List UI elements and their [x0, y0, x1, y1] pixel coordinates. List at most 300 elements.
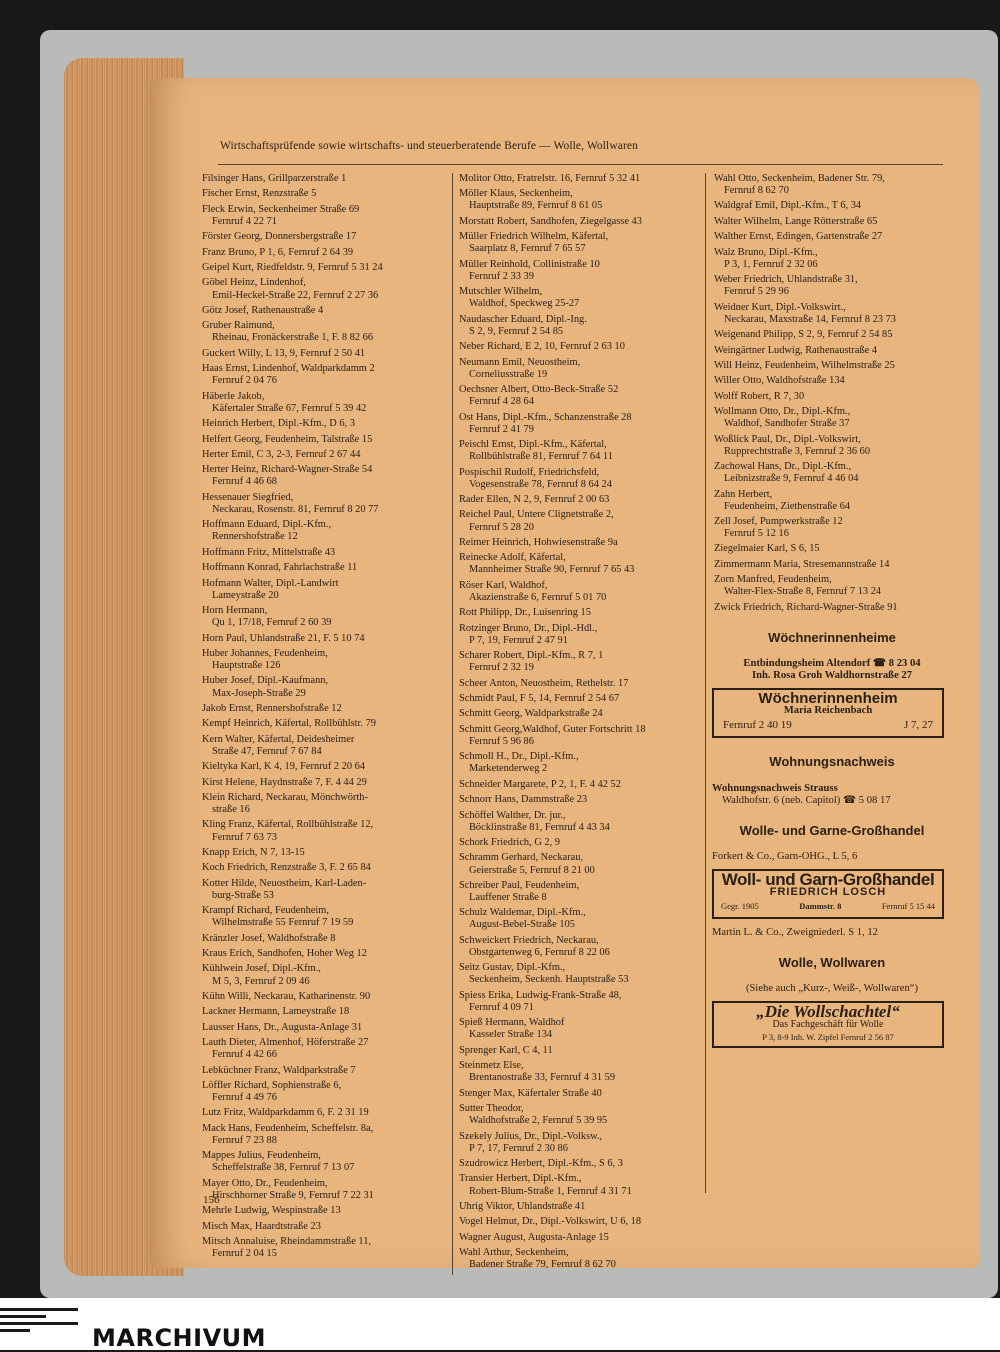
entry-continuation-line: Max-Joseph-Straße 29 [212, 687, 306, 699]
ad-contact-line: P 3, 8-9 Inh. W. Zipfel Fernruf 2 56 87 [762, 1031, 894, 1042]
entry-name-line: Lausser Hans, Dr., Augusta-Anlage 31 [202, 1021, 363, 1033]
entry-name-line: Müller Reinhold, Collinistraße 10 [459, 258, 600, 270]
directory-entry [459, 314, 709, 338]
directory-entry [202, 1205, 454, 1217]
directory-entry [202, 418, 454, 430]
entry-name-line: Will Heinz, Feudenheim, Wilhelmstraße 25 [714, 359, 895, 371]
entry-name-line: Rotzinger Bruno, Dr., Dipl.-Hdl., [459, 622, 598, 634]
directory-entry [459, 357, 709, 381]
entry-name-line: Mack Hans, Feudenheim, Scheffelstr. 8a, [202, 1122, 374, 1134]
directory-entry [202, 847, 454, 859]
directory-entry [459, 1131, 709, 1155]
entry-name-line: Kränzler Josef, Waldhofstraße 8 [202, 932, 336, 944]
entry-continuation-line: Mannheimer Straße 90, Fernruf 7 65 43 [469, 564, 635, 576]
directory-entry [459, 1201, 709, 1213]
entry-name-line: Neumann Emil, Neuostheim, [459, 356, 581, 368]
entry-name-line: Kühlwein Josef, Dipl.-Kfm., [202, 963, 321, 975]
entry-name-line: Kühn Willi, Neckarau, Katharinenstr. 90 [202, 990, 371, 1002]
entry-continuation-line: Wilhelmstraße 55 Fernruf 7 19 59 [212, 917, 354, 929]
entry-name-line: Walz Bruno, Dipl.-Kfm., [714, 246, 818, 258]
directory-entry [202, 348, 454, 360]
directory-entry [202, 648, 454, 672]
entry-name-line: Seitz Gustav, Dipl.-Kfm., [459, 962, 566, 974]
directory-entry [459, 494, 709, 506]
entry-name-line: Schork Friedrich, G 2, 9 [459, 837, 561, 849]
marchivum-logo-text: MARCHIVUM [92, 1324, 267, 1352]
entry-continuation-line: Emil-Heckel-Straße 22, Fernruf 2 27 36 [212, 289, 379, 301]
directory-entry [202, 562, 454, 574]
entbindungsheim-line: Entbindungsheim Altendorf ☎ 8 23 04 [743, 657, 921, 669]
entry-continuation-line: Waldhof, Speckweg 25-27 [469, 298, 580, 310]
ad-subtitle: Maria Reichenbach [783, 705, 873, 717]
directory-entry [202, 1107, 454, 1119]
entry-continuation-line: Fernruf 8 62 70 [724, 185, 789, 197]
directory-entry [202, 1236, 454, 1260]
entry-name-line: Löffler Richard, Sophienstraße 6, [202, 1079, 342, 1091]
entry-name-line: Lutz Fritz, Waldparkdamm 6, F. 2 31 19 [202, 1107, 369, 1119]
entry-name-line: Rott Philipp, Dr., Luisenring 15 [459, 607, 591, 619]
entry-name-line: Lauth Dieter, Almenhof, Höferstraße 27 [202, 1037, 369, 1049]
entry-name-line: Reinecke Adolf, Käfertal, [459, 552, 566, 564]
directory-entry [202, 492, 454, 516]
entry-continuation-line: Fernruf 5 29 96 [724, 286, 789, 298]
directory-entry [712, 406, 952, 430]
directory-entry [459, 216, 709, 228]
ad-die-wollschachtel [712, 1001, 944, 1047]
entry-continuation-line: Rheinau, Fronäckerstraße 1, F. 8 82 66 [212, 332, 374, 344]
directory-entry [459, 259, 709, 283]
directory-entry [202, 703, 454, 715]
directory-column-2 [452, 173, 709, 1275]
entry-continuation-line: Neckarau, Maxstraße 14, Fernruf 8 23 73 [724, 313, 896, 325]
directory-entry [459, 1088, 709, 1100]
directory-entry [459, 990, 709, 1014]
directory-entry [459, 1060, 709, 1084]
entry-name-line: Peischl Ernst, Dipl.-Kfm., Käfertal, [459, 439, 607, 451]
directory-entry [202, 761, 454, 773]
entry-name-line: Müller Friedrich Wilhelm, Käfertal, [459, 231, 609, 243]
directory-entry [459, 623, 709, 647]
entry-name-line: Reichel Paul, Untere Clignetstraße 2, [459, 509, 614, 521]
entry-name-line: Spiess Erika, Ludwig-Frank-Straße 48, [459, 989, 622, 1001]
entry-name-line: Knapp Erich, N 7, 13-15 [202, 846, 305, 858]
entry-name-line: Schweickert Friedrich, Neckarau, [459, 934, 599, 946]
entry-name-line: Naudascher Eduard, Dipl.-Ing. [459, 313, 587, 325]
entry-name-line: Kirst Helene, Haydnstraße 7, F. 4 44 29 [202, 776, 367, 788]
entry-name-line: Wolff Robert, R 7, 30 [714, 390, 805, 402]
directory-entry [712, 302, 952, 326]
entry-name-line: Häberle Jakob, [202, 390, 265, 402]
directory-entry [459, 907, 709, 931]
entry-continuation-line: Saarplatz 8, Fernruf 7 65 57 [469, 243, 586, 255]
directory-entry [712, 375, 952, 387]
directory-entry [712, 231, 952, 243]
entry-continuation-line: Hauptstraße 89, Fernruf 8 61 05 [469, 200, 603, 212]
entry-name-line: Walther Ernst, Edingen, Gartenstraße 27 [714, 231, 883, 243]
directory-entry [202, 519, 454, 543]
entry-name-line: Zachowal Hans, Dr., Dipl.-Kfm., [714, 461, 852, 473]
entry-continuation-line: Fernruf 7 23 88 [212, 1134, 277, 1146]
entry-name-line: Schmidt Paul, F 5, 14, Fernruf 2 54 67 [459, 693, 620, 704]
directory-entry [459, 693, 709, 705]
entry-continuation-line: Waldhofstraße 2, Fernruf 5 39 95 [469, 1115, 608, 1127]
directory-entry [202, 547, 454, 559]
directory-entry [202, 188, 454, 200]
entry-continuation-line: Hauptstraße 126 [212, 660, 281, 672]
directory-entry [202, 792, 454, 816]
directory-entry [459, 1173, 709, 1197]
entry-name-line: Willer Otto, Waldhofstraße 134 [714, 375, 845, 387]
entry-continuation-line: Lauffener Straße 8 [469, 891, 547, 903]
entry-name-line: Ost Hans, Dipl.-Kfm., Schanzenstraße 28 [459, 411, 632, 423]
entry-name-line: Wagner August, Augusta-Anlage 15 [459, 1231, 609, 1243]
directory-entry [202, 1221, 454, 1233]
entry-continuation-line: Fernruf 4 22 71 [212, 215, 277, 227]
section-heading-wolle-wollwaren: Wolle, Wollwaren [778, 955, 886, 971]
entry-name-line: Szekely Julius, Dr., Dipl.-Volksw., [459, 1130, 603, 1142]
directory-entry [459, 751, 709, 775]
entry-name-line: Spieß Hermann, Waldhof [459, 1017, 565, 1029]
ad-subtitle: Das Fachgeschäft für Wolle [772, 1018, 884, 1030]
entry-continuation-line: P 7, 17, Fernruf 2 30 86 [469, 1142, 568, 1154]
entry-name-line: Schmitt Georg, Waldparkstraße 24 [459, 708, 603, 720]
entry-name-line: Waldgraf Emil, Dipl.-Kfm., T 6, 34 [714, 200, 862, 212]
entry-name-line: Helfert Georg, Feudenheim, Talstraße 15 [202, 433, 373, 445]
entry-name-line: Krampf Richard, Feudenheim, [202, 905, 329, 917]
entry-name-line: Huber Josef, Dipl.-Kaufmann, [202, 675, 329, 687]
directory-entry [202, 605, 454, 629]
entry-name-line: Huber Johannes, Feudenheim, [202, 647, 328, 659]
entry-name-line: Fleck Erwin, Seckenheimer Straße 69 [202, 203, 360, 215]
directory-entry [459, 1216, 709, 1228]
directory-entry [202, 734, 454, 758]
ad-street: Dammstr. 8 [799, 901, 842, 912]
entry-name-line: Wollmann Otto, Dr., Dipl.-Kfm., [714, 406, 851, 418]
entry-continuation-line: Brentanostraße 33, Fernruf 4 31 59 [469, 1072, 616, 1084]
ad-woll-garn-grosshandel [712, 869, 944, 919]
entry-continuation-line: Käfertaler Straße 67, Fernruf 5 39 42 [212, 402, 367, 414]
entry-name-line: Koch Friedrich, Renzstraße 3, F. 2 65 84 [202, 862, 371, 874]
directory-entry [459, 286, 709, 310]
entry-name-line: Filsinger Hans, Grillparzerstraße 1 [202, 173, 347, 184]
entry-name-line: Woßlick Paul, Dr., Dipl.-Volkswirt, [714, 433, 861, 445]
entry-continuation-line: Scheffelstraße 38, Fernruf 7 13 07 [212, 1162, 355, 1174]
directory-entry [202, 464, 454, 488]
entry-continuation-line: Rennershofstraße 12 [212, 531, 298, 543]
entry-name-line: Herter Emil, C 3, 2-3, Fernruf 2 67 44 [202, 448, 361, 460]
martin-entry: Martin L. & Co., Zweigniederl. S 1, 12 [712, 927, 878, 939]
entry-continuation-line: Waldhof, Sandhofer Straße 37 [724, 418, 850, 430]
directory-entry [712, 602, 952, 614]
cross-reference-note: (Siehe auch „Kurz-, Weiß-, Wollwaren“) [745, 983, 919, 995]
directory-entry [459, 794, 709, 806]
entry-continuation-line: burg-Straße 53 [212, 889, 274, 901]
directory-entry [459, 439, 709, 463]
entry-name-line: Horn Hermann, [202, 605, 268, 617]
directory-entry [459, 341, 709, 353]
section-heading-woechnerinnenheime: Wöchnerinnenheime [768, 629, 896, 645]
entry-name-line: Kieltyka Karl, K 4, 19, Fernruf 2 20 64 [202, 761, 366, 773]
directory-entry [712, 489, 952, 513]
entry-name-line: Reimer Heinrich, Hohwiesenstraße 9a [459, 536, 618, 548]
entry-name-line: Steinmetz Else, [459, 1060, 524, 1072]
entry-name-line: Weidner Kurt, Dipl.-Volkswirt., [714, 301, 846, 313]
directory-entry [202, 363, 454, 387]
directory-entry [712, 461, 952, 485]
entry-continuation-line: Hirschhorner Straße 9, Fernruf 7 22 31 [212, 1189, 374, 1201]
directory-entry [202, 633, 454, 645]
section-heading-wohnungsnachweis: Wohnungsnachweis [769, 754, 895, 770]
ad-address: J 7, 27 [903, 719, 933, 732]
entry-name-line: Schnorr Hans, Dammstraße 23 [459, 794, 588, 806]
entry-continuation-line: Badener Straße 79, Fernruf 8 62 70 [469, 1259, 616, 1271]
directory-entry [202, 320, 454, 344]
entry-continuation-line: Rollbühlstraße 81, Fernruf 7 64 11 [469, 451, 613, 463]
directory-entry [459, 467, 709, 491]
entry-continuation-line: Böcklinstraße 81, Fernruf 4 43 34 [469, 821, 610, 833]
entry-continuation-line: Akazienstraße 6, Fernruf 5 01 70 [469, 591, 607, 603]
entry-continuation-line: Rupprechtstraße 3, Fernruf 2 36 60 [724, 445, 871, 457]
directory-entry [202, 718, 454, 730]
entry-name-line: Kempf Heinrich, Käfertal, Rollbühlstr. 79 [202, 718, 377, 730]
entry-name-line: Scharer Robert, Dipl.-Kfm., R 7, 1 [459, 650, 604, 662]
entry-name-line: Klein Richard, Neckarau, Mönchwörth- [202, 791, 368, 803]
entry-name-line: Fischer Ernst, Renzstraße 5 [202, 188, 317, 200]
directory-entry [712, 247, 952, 271]
entry-continuation-line: Robert-Blum-Straße 1, Fernruf 4 31 71 [469, 1185, 632, 1197]
directory-entry [459, 779, 709, 791]
entry-name-line: Morstatt Robert, Sandhofen, Ziegelgasse 43 [459, 215, 642, 227]
directory-entry [202, 1006, 454, 1018]
ad-woechnerinnenheim-reichenbach [712, 688, 944, 738]
ad-phone: Fernruf 5 15 44 [881, 901, 935, 912]
entry-continuation-line: Corneliusstraße 19 [469, 368, 548, 380]
directory-entry [202, 391, 454, 415]
entry-continuation-line: Fernruf 4 42 66 [212, 1049, 277, 1061]
entry-name-line: Zahn Herbert, [714, 488, 773, 500]
directory-entry [459, 708, 709, 720]
entry-name-line: Lebküchner Franz, Waldparkstraße 7 [202, 1064, 356, 1076]
ad-phone: Fernruf 2 40 19 [723, 719, 792, 732]
entbindungsheim-owner-line: Inh. Rosa Groh Waldhornstraße 27 [751, 670, 913, 682]
directory-entry [712, 200, 952, 212]
entry-name-line: Haas Ernst, Lindenhof, Waldparkdamm 2 [202, 363, 375, 375]
ad-subtitle: FRIEDRICH LOSCH [769, 885, 887, 898]
entry-name-line: Weigenand Philipp, S 2, 9, Fernruf 2 54 85 [714, 329, 893, 341]
directory-entry [459, 724, 709, 748]
directory-entry [459, 537, 709, 549]
entry-name-line: Franz Bruno, P 1, 6, Fernruf 2 64 39 [202, 246, 354, 258]
entry-name-line: Vogel Helmut, Dr., Dipl.-Volkswirt, U 6, 18 [459, 1216, 642, 1228]
directory-entry [202, 1150, 454, 1174]
directory-entry [202, 675, 454, 699]
directory-entry [202, 305, 454, 317]
entry-name-line: Gruber Raimund, [202, 320, 275, 332]
directory-entry [202, 247, 454, 259]
entry-name-line: Kotter Hilde, Neuostheim, Karl-Laden- [202, 877, 367, 889]
directory-entry [202, 204, 454, 228]
directory-entry [202, 819, 454, 843]
directory-entry [459, 1158, 709, 1170]
entry-name-line: Rader Ellen, N 2, 9, Fernruf 2 00 63 [459, 494, 610, 506]
entry-continuation-line: Fernruf 2 04 15 [212, 1248, 277, 1260]
directory-entry [202, 862, 454, 874]
directory-entry [459, 384, 709, 408]
directory-entry [712, 173, 952, 197]
directory-entry [202, 905, 454, 929]
entry-name-line: Möller Klaus, Seckenheim, [459, 188, 573, 200]
entry-name-line: Hoffmann Eduard, Dipl.-Kfm., [202, 519, 332, 531]
entry-continuation-line: M 5, 3, Fernruf 2 09 46 [212, 975, 310, 987]
entry-continuation-line: Fernruf 4 28 64 [469, 396, 534, 408]
directory-entry [459, 1045, 709, 1057]
entry-continuation-line: Fernruf 5 12 16 [724, 528, 789, 540]
ad-title: „Die Wollschachtel“ [756, 1002, 900, 1022]
entry-name-line: Misch Max, Haardtstraße 23 [202, 1220, 321, 1232]
entry-name-line: Hoffmann Fritz, Mittelstraße 43 [202, 546, 336, 558]
entry-name-line: Sprenger Karl, C 4, 11 [459, 1044, 553, 1056]
entry-name-line: Zwick Friedrich, Richard-Wagner-Straße 91 [714, 601, 898, 613]
directory-entry [202, 963, 454, 987]
entry-continuation-line: Fernruf 4 49 76 [212, 1092, 277, 1104]
entry-name-line: Kraus Erich, Sandhofen, Hoher Weg 12 [202, 948, 367, 960]
entry-continuation-line: August-Bebel-Straße 105 [469, 919, 575, 931]
column-3-entries [712, 173, 952, 614]
entry-name-line: Mappes Julius, Feudenheim, [202, 1150, 321, 1162]
entry-continuation-line: P 3, 1, Fernruf 2 32 06 [724, 258, 818, 270]
ad-contact-row [717, 898, 939, 914]
entry-continuation-line: Fernruf 7 63 73 [212, 831, 277, 843]
directory-entry [712, 516, 952, 540]
directory-entry [202, 231, 454, 243]
directory-entry [459, 880, 709, 904]
entry-name-line: Hessenauer Siegfried, [202, 491, 294, 503]
directory-entry [712, 543, 952, 555]
entry-name-line: Mehrle Ludwig, Wespinstraße 13 [202, 1205, 341, 1217]
entry-name-line: Zorn Manfred, Feudenheim, [714, 574, 832, 586]
entry-name-line: Horn Paul, Uhlandstraße 21, F. 5 10 74 [202, 632, 365, 644]
entry-continuation-line: Geierstraße 5, Fernruf 8 21 00 [469, 864, 595, 876]
entry-name-line: Schmitt Georg,Waldhof, Guter Fortschritt 18 [459, 723, 646, 735]
entry-name-line: Schreiber Paul, Feudenheim, [459, 879, 580, 891]
entry-continuation-line: Fernruf 2 33 39 [469, 270, 534, 282]
entry-name-line: Ziegelmaier Karl, S 6, 15 [714, 543, 820, 555]
entry-continuation-line: Vogesenstraße 78, Fernruf 8 64 24 [469, 478, 612, 490]
entry-name-line: Neber Richard, E 2, 10, Fernruf 2 63 10 [459, 341, 625, 353]
entry-name-line: Guckert Willy, L 13, 9, Fernruf 2 50 41 [202, 347, 366, 359]
entry-name-line: Herter Heinz, Richard-Wagner-Straße 54 [202, 464, 373, 476]
directory-entry [202, 1022, 454, 1034]
directory-entry [202, 1065, 454, 1077]
page-header: Wirtschaftsprüfende sowie wirtschafts- und steuerberatende Berufe — Wolle, Wollwaren [220, 140, 638, 152]
directory-entry [202, 277, 454, 301]
entry-continuation-line: P 7, 19, Fernruf 2 47 91 [469, 634, 568, 646]
directory-entry [459, 552, 709, 576]
directory-entry [459, 607, 709, 619]
entry-continuation-line: Qu 1, 17/18, Fernruf 2 60 39 [212, 617, 332, 629]
entry-continuation-line: Feudenheim, Ziethenstraße 64 [724, 500, 851, 512]
entry-name-line: Stenger Max, Käfertaler Straße 40 [459, 1087, 602, 1099]
directory-entry [459, 678, 709, 690]
directory-entry [202, 1037, 454, 1061]
directory-entry [459, 962, 709, 986]
directory-entry [202, 1080, 454, 1104]
entry-continuation-line: Straße 47, Fernruf 7 67 84 [212, 745, 322, 757]
entry-name-line: Weber Friedrich, Uhlandstraße 31, [714, 274, 858, 286]
entry-name-line: Schneider Margarete, P 2, 1, F. 4 42 52 [459, 778, 621, 790]
header-rule [218, 164, 943, 165]
directory-entry [459, 935, 709, 959]
directory-entry [459, 852, 709, 876]
entry-continuation-line: Seckenheim, Seckenh. Hauptstraße 53 [469, 974, 629, 986]
entry-name-line: Jakob Ernst, Rennershofstraße 12 [202, 702, 342, 714]
directory-entry [202, 1178, 454, 1202]
entry-name-line: Heinrich Herbert, Dipl.-Kfm., D 6, 3 [202, 418, 355, 430]
entry-name-line: Sutter Theodor, [459, 1103, 524, 1115]
directory-entry [202, 1123, 454, 1147]
entry-name-line: Wahl Arthur, Seckenheim, [459, 1247, 569, 1259]
directory-entry [202, 777, 454, 789]
entry-name-line: Walter Wilhelm, Lange Rötterstraße 65 [714, 215, 878, 227]
directory-entry [459, 173, 709, 185]
entry-continuation-line: Fernruf 5 28 20 [469, 521, 534, 533]
directory-entry [459, 1017, 709, 1041]
page-number: 156 [203, 1194, 220, 1206]
directory-entry [712, 360, 952, 372]
entry-name-line: Uhrig Viktor, Uhlandstraße 41 [459, 1200, 586, 1212]
directory-entry [712, 391, 952, 403]
entry-name-line: Schöffel Walther, Dr. jur., [459, 809, 566, 821]
directory-entry [202, 173, 454, 185]
directory-column-1 [202, 173, 454, 1264]
entry-name-line: Schramm Gerhard, Neckarau, [459, 852, 584, 864]
directory-entry [459, 188, 709, 212]
entry-name-line: Lackner Hermann, Lameystraße 18 [202, 1006, 350, 1018]
entry-continuation-line: Leibnizstraße 9, Fernruf 4 46 04 [724, 473, 859, 485]
directory-entry [459, 580, 709, 604]
entry-continuation-line: Fernruf 2 32 19 [469, 662, 534, 674]
entry-name-line: Wahl Otto, Seckenheim, Badener Str. 79, [714, 173, 885, 184]
entry-continuation-line: straße 16 [212, 804, 250, 816]
entry-continuation-line: S 2, 9, Fernruf 2 54 85 [469, 325, 564, 337]
entry-name-line: Götz Josef, Rathenaustraße 4 [202, 304, 324, 316]
entry-name-line: Schmoll H., Dr., Dipl.-Kfm., [459, 751, 579, 763]
directory-entry [712, 345, 952, 357]
entry-name-line: Zimmermann Maria, Stresemannstraße 14 [714, 558, 890, 570]
directory-entry [202, 578, 454, 602]
entry-continuation-line: Obstgartenweg 6, Fernruf 8 22 06 [469, 946, 610, 958]
entry-continuation-line: Kasseler Straße 134 [469, 1029, 553, 1041]
entry-name-line: Mayer Otto, Dr., Feudenheim, [202, 1177, 328, 1189]
marchivum-logo-icon [0, 1308, 80, 1348]
entry-continuation-line: Lameystraße 20 [212, 589, 279, 601]
entry-name-line: Weingärtner Ludwig, Rathenaustraße 4 [714, 344, 878, 356]
wohnungsnachweis-detail: Waldhofstr. 6 (neb. Capitol) ☎ 5 08 17 [722, 794, 891, 806]
entry-continuation-line: Fernruf 4 46 68 [212, 476, 277, 488]
directory-entry [459, 650, 709, 674]
entry-name-line: Mutschler Wilhelm, [459, 286, 543, 298]
ad-contact-row [717, 717, 939, 733]
directory-entry [202, 878, 454, 902]
entry-name-line: Hoffmann Konrad, Fahrlachstraße 11 [202, 562, 358, 574]
entry-name-line: Transier Herbert, Dipl.-Kfm., [459, 1173, 582, 1185]
directory-entry [459, 509, 709, 533]
entry-continuation-line: Fernruf 2 04 76 [212, 375, 277, 387]
entry-continuation-line: Neckarau, Rosenstr. 81, Fernruf 8 20 77 [212, 503, 379, 515]
entry-continuation-line: Marketenderweg 2 [469, 763, 548, 775]
directory-entry [712, 434, 952, 458]
directory-entry [712, 329, 952, 341]
